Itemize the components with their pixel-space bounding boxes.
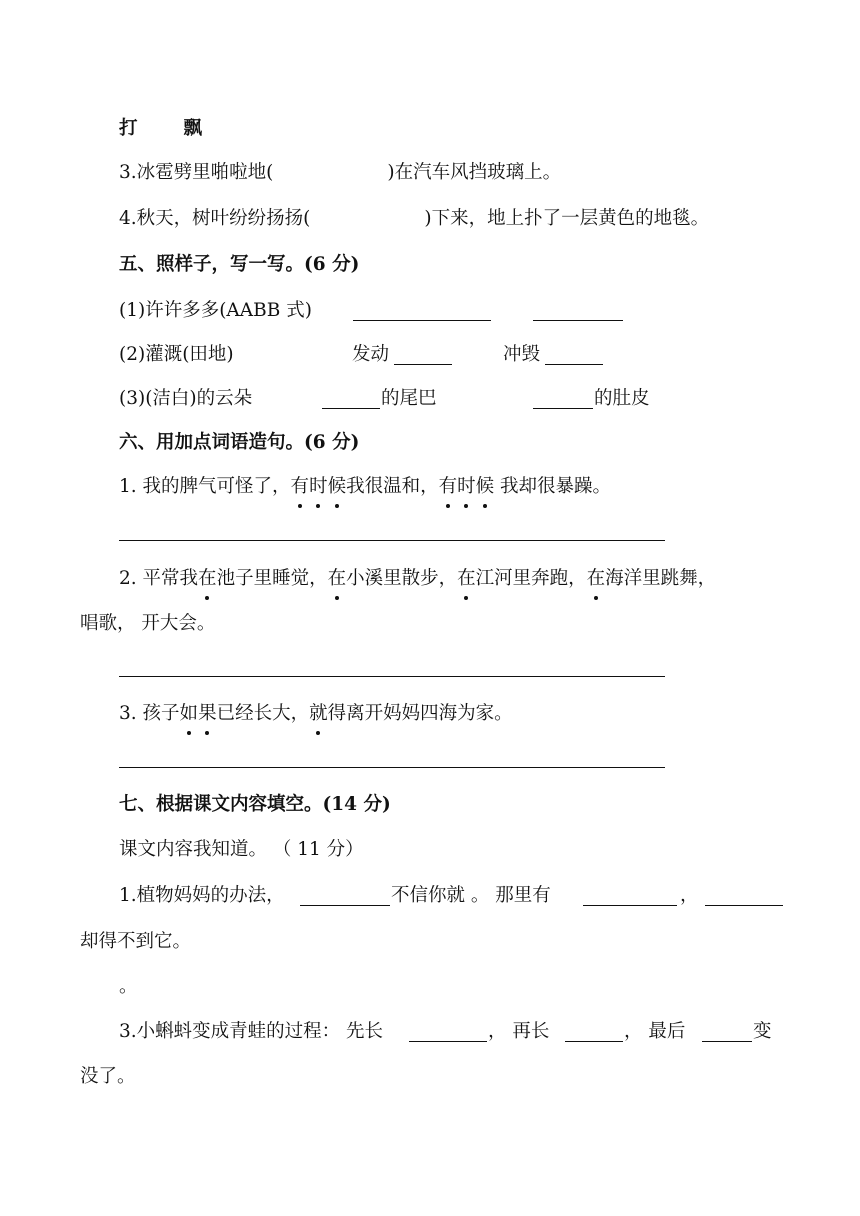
answer-blank[interactable] [533,300,623,321]
answer-line-6-3[interactable] [119,767,665,768]
answer-blank[interactable] [300,885,390,906]
section-5-row-2: (2)灌溉(田地) 发动 冲毁 [119,342,739,368]
section-5-row-1: (1)许许多多(AABB 式) [119,298,739,324]
answer-blank[interactable] [583,885,677,906]
answer-line-6-2[interactable] [119,676,665,677]
answer-blank[interactable] [394,344,452,365]
question-7-3: 3.小蝌蚪变成青蛙的过程： 先长 ， 再长 ， 最后 变 [119,1021,772,1042]
answer-line-6-1[interactable] [119,540,665,541]
section-5-row-3: (3)(洁白)的云朵 的尾巴 的肚皮 [119,388,650,409]
answer-blank[interactable] [565,1021,623,1042]
word-2: 飘 [183,118,203,139]
answer-blank[interactable] [705,885,783,906]
question-6-2: 2. 平常我在池子里睡觉，在小溪里散步，在江河里奔跑，在海洋里跳舞， [119,566,716,592]
section-7-heading: 七、根据课文内容填空。(14 分) [119,794,391,815]
answer-blank[interactable] [702,1021,752,1042]
word-1: 打 [119,118,138,139]
answer-blank[interactable] [409,1021,487,1042]
question-6-2-line-2: 唱歌， 开大会。 [80,613,216,634]
answer-blank[interactable] [533,388,593,409]
answer-blank[interactable] [353,300,491,321]
word-pair [119,116,202,142]
question-4-4: 4.秋天，树叶纷纷扬扬( )下来，地上扑了一层黄色的地毯。 [119,208,710,229]
question-7-1-line-2: 却得不到它。 [80,931,192,952]
question-6-1: 1. 我的脾气可怪了，有时候我很温和，有时候 我却很暴躁。 [119,474,611,500]
answer-blank[interactable] [322,388,380,409]
section-6-heading: 六、用加点词语造句。(6 分) [119,432,360,453]
question-7-1: 1.植物妈妈的办法， 不信你就 。 那里有 ， [119,883,784,909]
section-5-heading: 五、照样子，写一写。(6 分) [119,254,360,275]
section-7-subheading: 课文内容我知道。 （ 11 分） [119,839,364,860]
question-4-3: 3.冰雹劈里啪啦地( )在汽车风挡玻璃上。 [119,162,562,183]
period-line: 。 [119,976,138,997]
question-7-3-line-2: 没了。 [80,1066,136,1087]
answer-blank[interactable] [545,344,603,365]
question-6-3: 3. 孩子如果已经长大，就得离开妈妈四海为家。 [119,701,513,727]
